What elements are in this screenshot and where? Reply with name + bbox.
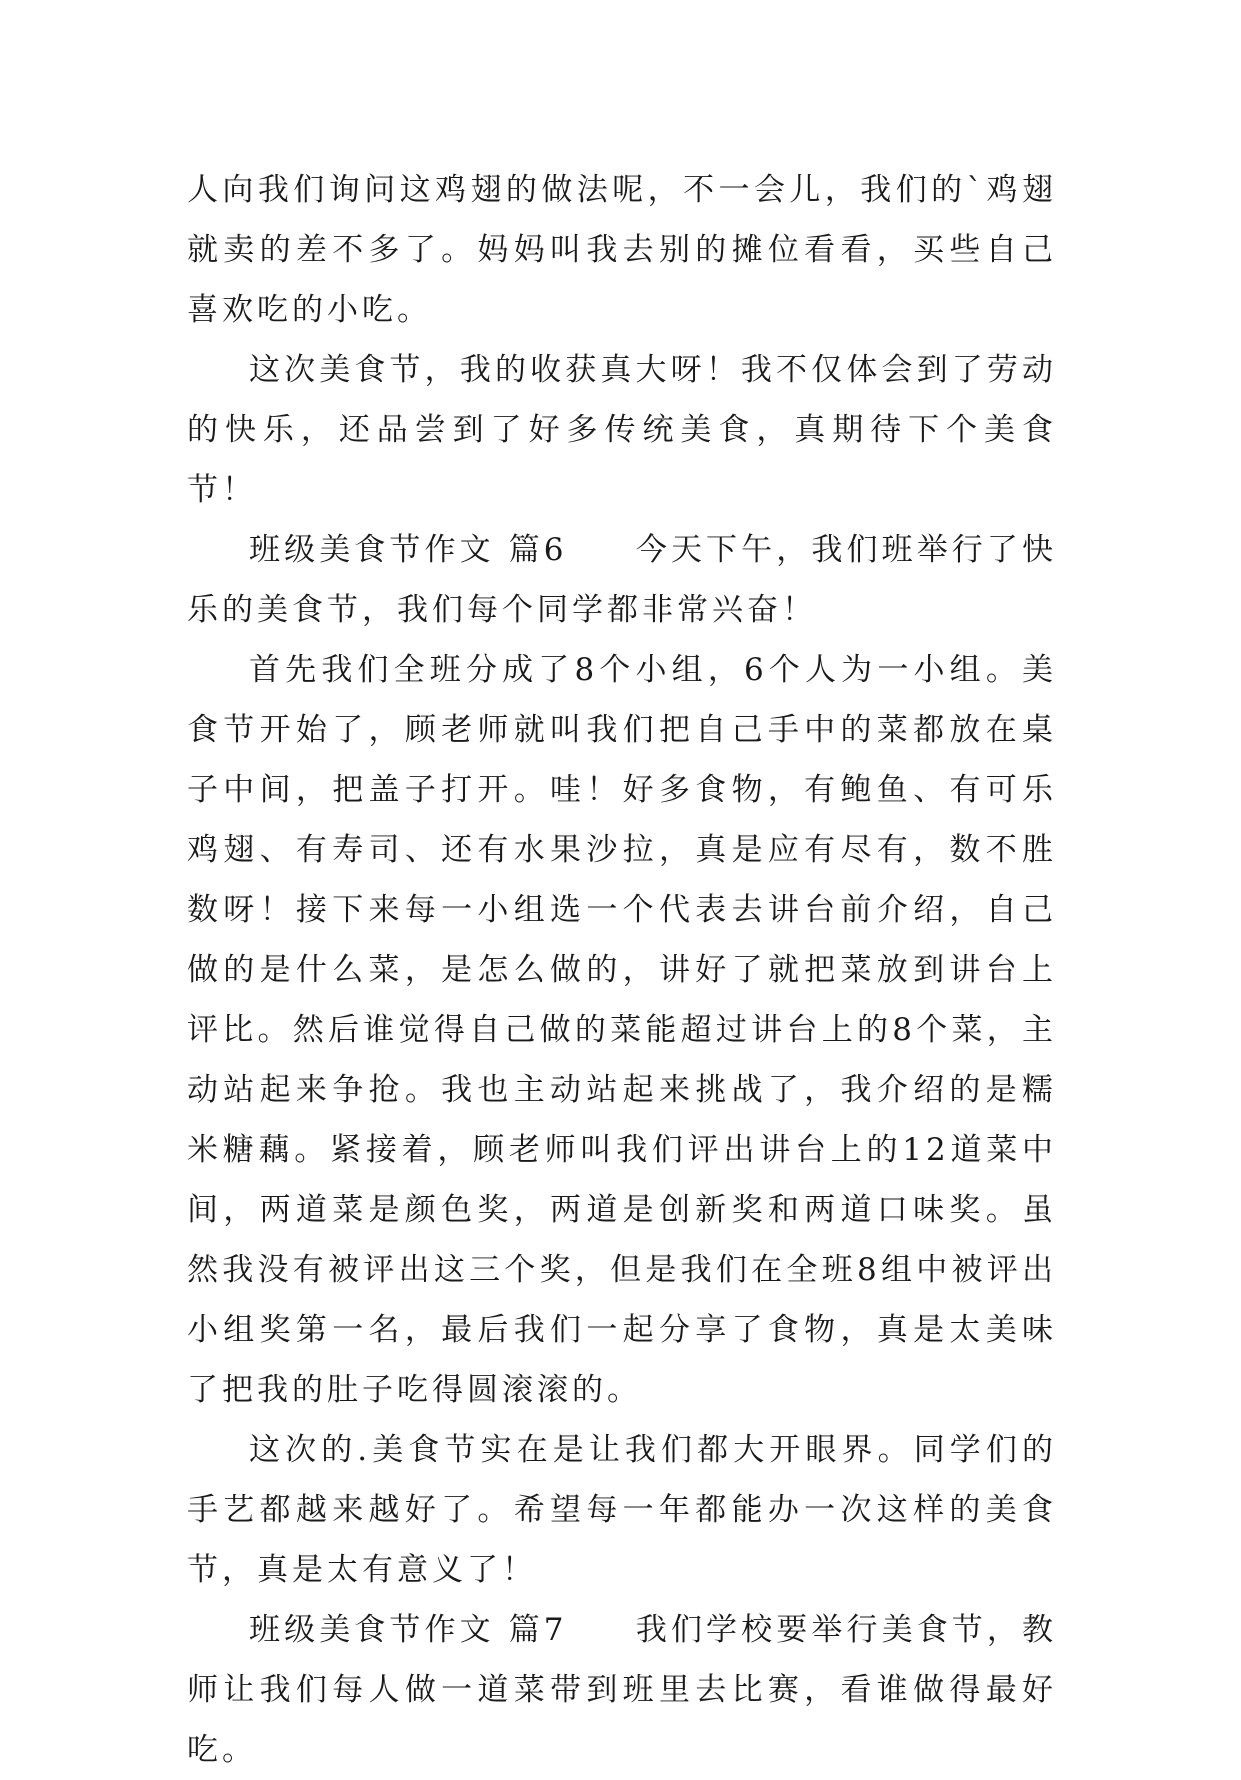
- section-heading: 班级美食节作文 篇7: [249, 1612, 568, 1648]
- paragraph-5: [187, 1420, 1057, 1600]
- paragraph-text: 首先我们全班分成了8个小组，6个人为一小组。美食节开始了，顾老师就叫我们把自己手中的菜都放在桌子中间，把盖子打开。哇！好多食物，有鲍鱼、有可乐鸡翅、有寿司、还有水果沙拉，真是应有尽有，数不胜数呀！接下来每一小组选一个代表去讲台前介绍，自己做的是什么菜，是怎么做的，讲好了就把菜放到讲台上评比。然后谁觉得自己做的菜能超过讲台上的8个菜，主动站起来争抢。我也主动站起来挑战了，我介绍的是糯米糖藕。紧接着，顾老师叫我们评出讲台上的12道菜中间，两道菜是颜色奖，两道是创新奖和两道口味奖。虽然我没有被评出这三个奖，但是我们在全班8组中被评出小组奖第一名，最后我们一起分享了食物，真是太美味了把我的肚子吃得圆滚滚的。: [187, 652, 1057, 1408]
- paragraph-text: 这次美食节，我的收获真大呀！我不仅体会到了劳动的快乐，还品尝到了好多传统美食，真期待下个美食节！: [187, 352, 1057, 508]
- paragraph-3: [187, 520, 1057, 640]
- paragraph-1: [187, 160, 1057, 340]
- paragraph-4: [187, 640, 1057, 1420]
- essay-body: [187, 160, 1057, 1780]
- paragraph-text: 人向我们询问这鸡翅的做法呢，不一会儿，我们的`鸡翅就卖的差不多了。妈妈叫我去别的摊位看看，买些自己喜欢吃的小吃。: [187, 172, 1057, 328]
- section-heading: 班级美食节作文 篇6: [249, 532, 568, 568]
- paragraph-text: 今天下午，我们班举行了快乐的美食节，我们每个同学都非常兴奋！: [187, 532, 1058, 628]
- paragraph-2: [187, 340, 1057, 520]
- paragraph-6: [187, 1600, 1057, 1780]
- paragraph-text: 我们学校要举行美食节，教师让我们每人做一道菜带到班里去比赛，看谁做得最好吃。: [187, 1612, 1058, 1768]
- paragraph-text: 这次的.美食节实在是让我们都大开眼界。同学们的手艺都越来越好了。希望每一年都能办一次这样的美食节，真是太有意义了！: [187, 1432, 1057, 1588]
